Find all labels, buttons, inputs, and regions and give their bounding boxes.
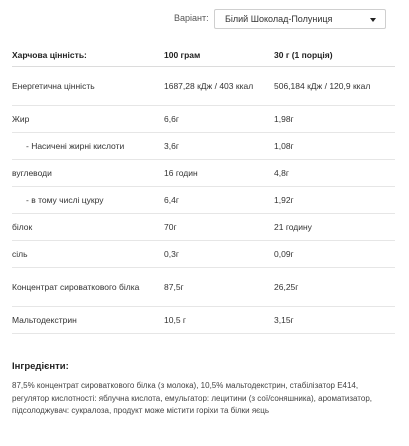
nutrient-name-cell: сіль xyxy=(12,241,164,268)
nutrition-header-row xyxy=(12,44,395,67)
per-100g-cell: 10,5 г xyxy=(164,307,274,334)
per-100g-cell: 6,6г xyxy=(164,106,274,133)
per-serving-cell: 506,184 кДж / 120,9 ккал xyxy=(274,67,395,106)
per-serving-cell: 4,8г xyxy=(274,160,395,187)
per-100g-cell: 1687,28 кДж / 403 ккал xyxy=(164,67,274,106)
variant-dropdown[interactable] xyxy=(214,9,386,29)
nutrition-rows xyxy=(12,67,395,334)
header-per-serving: 30 г (1 порція) xyxy=(274,44,395,67)
per-100g-cell: 87,5г xyxy=(164,268,274,307)
per-serving-cell: 1,08г xyxy=(274,133,395,160)
table-row xyxy=(12,133,395,160)
per-serving-cell: 21 годину xyxy=(274,214,395,241)
table-row xyxy=(12,214,395,241)
table-row xyxy=(12,268,395,307)
per-100g-cell: 16 годин xyxy=(164,160,274,187)
nutrient-name-cell: - в тому числі цукру xyxy=(12,187,164,214)
per-serving-cell: 26,25г xyxy=(274,268,395,307)
header-per-100g: 100 грам xyxy=(164,44,274,67)
per-100g-cell: 70г xyxy=(164,214,274,241)
nutrient-name-cell: Концентрат сироваткового білка xyxy=(12,268,164,307)
table-row xyxy=(12,106,395,133)
variant-label: Варіант: xyxy=(174,13,209,23)
nutrient-name-cell: білок xyxy=(12,214,164,241)
table-row xyxy=(12,307,395,334)
table-row xyxy=(12,160,395,187)
per-serving-cell: 1,98г xyxy=(274,106,395,133)
variant-selected-value: Білий Шоколад-Полуниця xyxy=(225,14,333,24)
table-row xyxy=(12,187,395,214)
nutrient-name-cell: Мальтодекстрин xyxy=(12,307,164,334)
nutrient-name-cell: вуглеводи xyxy=(12,160,164,187)
variant-selector-row xyxy=(0,9,409,31)
nutrient-name-cell: - Насичені жирні кислоти xyxy=(12,133,164,160)
table-row xyxy=(12,67,395,106)
table-row xyxy=(12,241,395,268)
per-100g-cell: 6,4г xyxy=(164,187,274,214)
per-100g-cell: 3,6г xyxy=(164,133,274,160)
per-100g-cell: 0,3г xyxy=(164,241,274,268)
per-serving-cell: 3,15г xyxy=(274,307,395,334)
per-serving-cell: 1,92г xyxy=(274,187,395,214)
ingredients-text: 87,5% концентрат сироваткового білка (з молока), 10,5% мальтодекстрин, стабілізатор Е414, регулятор кислотності: яблучна кислота, емульгатор: лецитини (з сої/соняшника), ароматизатор, підсолоджувач: сукралоза, продукт може містити горіхи та білки яєць xyxy=(12,381,373,415)
nutrient-name-cell: Енергетична цінність xyxy=(12,67,164,106)
ingredients-title: Інгредієнти: xyxy=(12,361,69,372)
header-nutrient: Харчова цінність: xyxy=(12,44,164,67)
per-serving-cell: 0,09г xyxy=(274,241,395,268)
nutrition-table xyxy=(12,44,395,334)
nutrient-name-cell: Жир xyxy=(12,106,164,133)
chevron-down-icon xyxy=(370,18,376,22)
